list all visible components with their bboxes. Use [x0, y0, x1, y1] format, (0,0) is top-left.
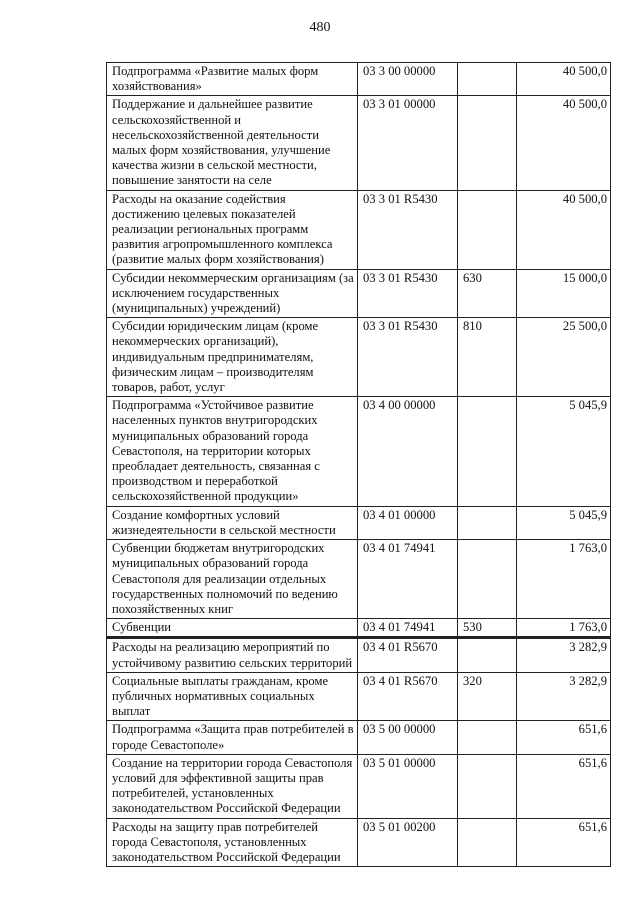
- row-code: 03 3 01 R5430: [358, 318, 458, 397]
- table-row: [107, 619, 611, 638]
- row-amount: 1 763,0: [517, 619, 611, 638]
- row-name: Подпрограмма «Устойчивое развитие населенных пунктов внутригородских муниципальных образований города Севастополя, на территории которых преобладает деятельность, связанная с производством и переработкой сельскохозяйственной продукции»: [107, 397, 358, 506]
- row-code: 03 4 00 00000: [358, 397, 458, 506]
- row-code: 03 4 01 74941: [358, 540, 458, 619]
- row-code: 03 3 01 R5430: [358, 269, 458, 318]
- budget-table: [106, 62, 611, 867]
- table-row: [107, 397, 611, 506]
- table-row: [107, 506, 611, 539]
- table-row: [107, 318, 611, 397]
- row-type: [458, 397, 517, 506]
- row-name: Субвенции: [107, 619, 358, 638]
- table-row: [107, 721, 611, 754]
- row-amount: 5 045,9: [517, 397, 611, 506]
- table-row: [107, 540, 611, 619]
- table-row: [107, 96, 611, 190]
- row-name: Расходы на защиту прав потребителей города Севастополя, установленных законодательством Российской Федерации: [107, 818, 358, 867]
- row-amount: 40 500,0: [517, 190, 611, 269]
- row-code: 03 5 01 00000: [358, 754, 458, 818]
- table-row: [107, 269, 611, 318]
- row-name: Создание на территории города Севастополя условий для эффективной защиты прав потребителей, установленных законодательством Российской Федерации: [107, 754, 358, 818]
- row-type: [458, 540, 517, 619]
- row-type: [458, 721, 517, 754]
- row-type: [458, 190, 517, 269]
- row-name: Субвенции бюджетам внутригородских муниципальных образований города Севастополя для реализации отдельных государственных полномочий по ведению похозяйственных книг: [107, 540, 358, 619]
- row-amount: 651,6: [517, 721, 611, 754]
- row-name: Создание комфортных условий жизнедеятельности в сельской местности: [107, 506, 358, 539]
- row-code: 03 4 01 R5670: [358, 672, 458, 721]
- row-amount: 651,6: [517, 754, 611, 818]
- row-name: Поддержание и дальнейшее развитие сельскохозяйственной и несельскохозяйственной деятельности малых форм хозяйствования, улучшение качества жизни в сельской местности, повышение занятости на селе: [107, 96, 358, 190]
- row-code: 03 4 01 R5670: [358, 638, 458, 672]
- row-name: Подпрограмма «Защита прав потребителей в городе Севастополе»: [107, 721, 358, 754]
- row-amount: 651,6: [517, 818, 611, 867]
- row-type: [458, 63, 517, 96]
- row-name: Субсидии юридическим лицам (кроме некоммерческих организаций), индивидуальным предпринимателям, физическим лицам – производителям товаров, работ, услуг: [107, 318, 358, 397]
- row-code: 03 5 01 00200: [358, 818, 458, 867]
- row-name: Расходы на оказание содействия достижению целевых показателей реализации региональных программ развития агропромышленного комплекса (развитие малых форм хозяйствования): [107, 190, 358, 269]
- row-type: [458, 638, 517, 672]
- row-code: 03 3 01 00000: [358, 96, 458, 190]
- row-amount: 1 763,0: [517, 540, 611, 619]
- row-code: 03 3 01 R5430: [358, 190, 458, 269]
- row-type: 810: [458, 318, 517, 397]
- row-amount: 15 000,0: [517, 269, 611, 318]
- page-number: 480: [309, 20, 331, 35]
- row-amount: 3 282,9: [517, 638, 611, 672]
- row-amount: 40 500,0: [517, 63, 611, 96]
- table-row: [107, 818, 611, 867]
- row-type: [458, 506, 517, 539]
- row-code: 03 3 00 00000: [358, 63, 458, 96]
- row-type: 320: [458, 672, 517, 721]
- row-type: [458, 96, 517, 190]
- table-row: [107, 190, 611, 269]
- row-code: 03 5 00 00000: [358, 721, 458, 754]
- row-name: Субсидии некоммерческим организациям (за исключением государственных (муниципальных) учреждений): [107, 269, 358, 318]
- table-row: [107, 63, 611, 96]
- row-amount: 5 045,9: [517, 506, 611, 539]
- row-amount: 3 282,9: [517, 672, 611, 721]
- row-type: [458, 818, 517, 867]
- table-row: [107, 638, 611, 672]
- row-name: Расходы на реализацию мероприятий по устойчивому развитию сельских территорий: [107, 638, 358, 672]
- row-name: Подпрограмма «Развитие малых форм хозяйствования»: [107, 63, 358, 96]
- row-name: Социальные выплаты гражданам, кроме публичных нормативных социальных выплат: [107, 672, 358, 721]
- row-type: [458, 754, 517, 818]
- table-row: [107, 672, 611, 721]
- row-amount: 40 500,0: [517, 96, 611, 190]
- table-row: [107, 754, 611, 818]
- row-amount: 25 500,0: [517, 318, 611, 397]
- row-type: 630: [458, 269, 517, 318]
- row-code: 03 4 01 00000: [358, 506, 458, 539]
- row-code: 03 4 01 74941: [358, 619, 458, 638]
- row-type: 530: [458, 619, 517, 638]
